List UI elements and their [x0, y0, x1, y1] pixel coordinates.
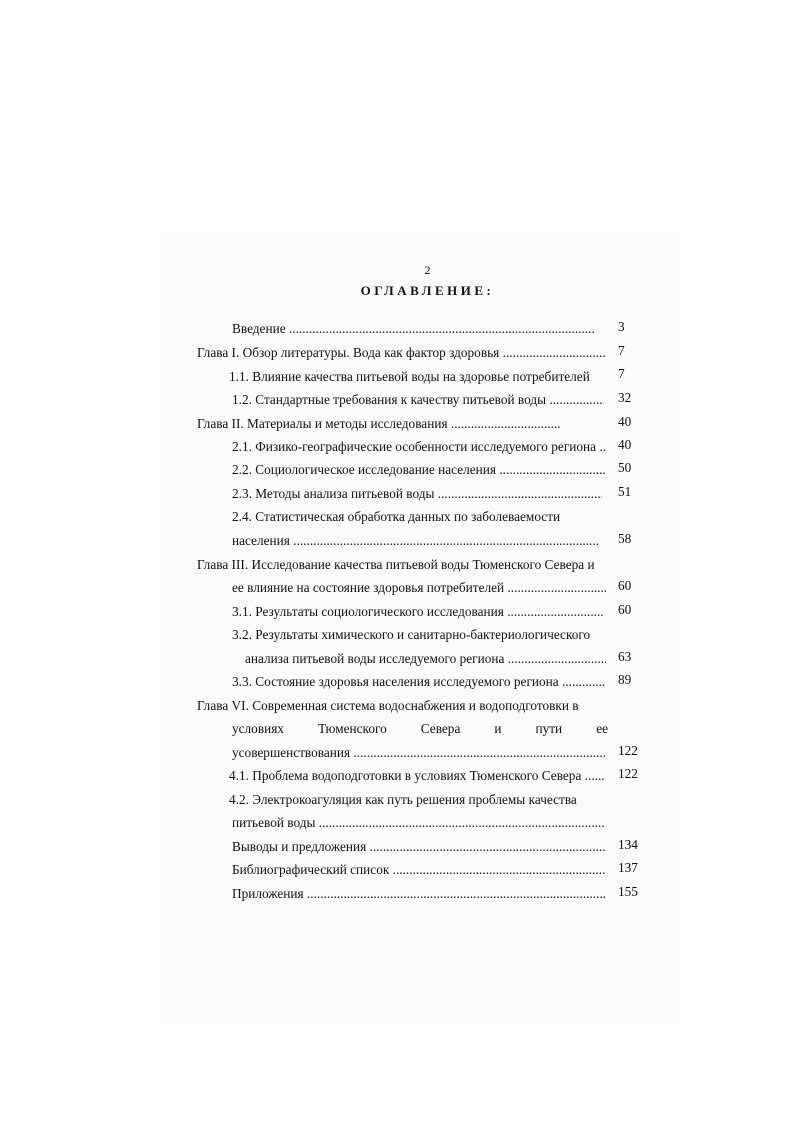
toc-entry-conclusions: Выводы и предложения ..... — [232, 838, 606, 855]
toc-page-4-1: 122 — [618, 766, 638, 781]
toc-entry-chapter-4-line1: Глава VI. Современная система водоснабжения и водоподготовки в — [197, 698, 579, 713]
toc-page-3-2: 63 — [618, 649, 632, 664]
toc-word: и — [494, 721, 502, 736]
toc-entry-4-2-line2: питьевой воды ..... — [232, 814, 604, 831]
toc-page-2-4: 58 — [618, 531, 632, 546]
toc-entry-1-2: 1.2. Стандартные требования к качеству питьевой воды ..... — [232, 391, 604, 408]
toc-entry-intro: Введение ..... — [232, 320, 594, 337]
toc-page-chapter-1: 7 — [618, 343, 625, 358]
toc-page-chapter-2: 40 — [618, 414, 632, 429]
toc-word: Тюменского — [318, 721, 387, 736]
toc-page-2-2: 50 — [618, 460, 632, 475]
toc-page-intro: 3 — [618, 319, 625, 334]
toc-entry-3-1: 3.1. Результаты социологического исследования ..... — [232, 603, 604, 620]
toc-entry-2-3: 2.3. Методы анализа питьевой воды ..... — [232, 485, 602, 502]
toc-page-1-2: 32 — [618, 390, 632, 405]
toc-entry-1-1: 1.1. Влияние качества питьевой воды на здоровье потребителей — [229, 369, 590, 384]
toc-entry-2-4-line2: населения ..... — [232, 532, 599, 549]
toc-page-chapter-4: 122 — [618, 743, 638, 758]
toc-page-chapter-3: 60 — [618, 578, 632, 593]
toc-title: ОГЛАВЛЕНИЕ: — [360, 283, 495, 298]
toc-entry-4-1: 4.1. Проблема водоподготовки в условиях Тюменского Севера ..... — [229, 767, 604, 784]
toc-entry-chapter-3-line2: ее влияние на состояние здоровья потребителей ..... — [232, 579, 606, 596]
toc-word: Севера — [420, 721, 461, 736]
toc-entry-2-1: 2.1. Физико-географические особенности исследуемого региона ..... — [232, 438, 606, 455]
toc-page-2-3: 51 — [618, 484, 632, 499]
toc-page-bibliography: 137 — [618, 860, 638, 875]
toc-entry-3-2-line2: анализа питьевой воды исследуемого региона ..... — [245, 650, 606, 667]
toc-entry-bibliography: Библиографический список ..... — [232, 861, 606, 878]
toc-entry-4-2-line1: 4.2. Электрокоагуляция как путь решения проблемы качества — [229, 792, 577, 807]
toc-page-3-3: 89 — [618, 672, 632, 687]
toc-word: ее — [596, 721, 608, 736]
toc-page-2-1: 40 — [618, 437, 632, 452]
toc-entry-2-4-line1: 2.4. Статистическая обработка данных по заболеваемости — [232, 509, 561, 524]
toc-entry-chapter-4-line2 — [232, 720, 608, 737]
toc-entry-chapter-2: Глава II. Материалы и методы исследования ..... — [197, 415, 561, 432]
toc-page-1-1: 7 — [618, 366, 625, 381]
toc-word: условиях — [232, 721, 284, 736]
toc-page-appendices: 155 — [618, 884, 638, 899]
toc-word: пути — [535, 721, 563, 736]
toc-entry-chapter-1: Глава I. Обзор литературы. Вода как фактор здоровья ..... — [197, 344, 605, 361]
toc-entry-appendices: Приложения ..... — [232, 885, 606, 902]
toc-entry-3-2-line1: 3.2. Результаты химического и санитарно-бактериологического — [232, 627, 591, 642]
toc-entry-3-3: 3.3. Состояние здоровья населения исследуемого региона ..... — [232, 673, 605, 690]
toc-page-conclusions: 134 — [618, 837, 638, 852]
toc-entry-2-2: 2.2. Социологическое исследование населения ..... — [232, 461, 606, 478]
toc-entry-chapter-4-line3: усовершенствования ..... — [232, 744, 606, 761]
toc-page-3-1: 60 — [618, 602, 632, 617]
toc-entry-chapter-3-line1: Глава III. Исследование качества питьевой воды Тюменского Севера и — [197, 557, 595, 572]
page-number: 2 — [424, 263, 431, 277]
